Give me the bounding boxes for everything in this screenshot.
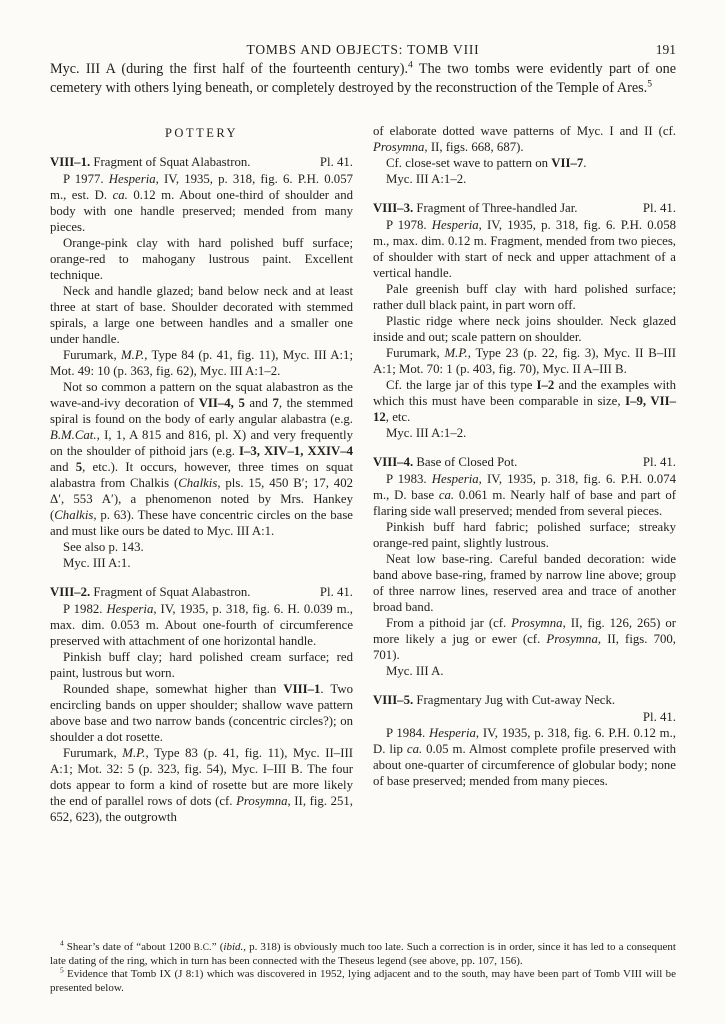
text-run: , etc.). It occurs, however, three times on squat alabastra from Chalkis ( [50, 460, 353, 490]
text-run: Fragment of Squat Alabastron. [90, 585, 251, 599]
text-run: , Type 83 (p. 41, fig. 11), Myc. II–III A:1; Mot. 32: 5 (p. 323, fig. 54), Myc. I–III B. The four dots appear to form a kind of rosette but are more likely the end of parallel rows of dots (cf. [50, 746, 353, 808]
text-run: , pls. 15, 450 B′; 17, 402 Δ′, 553 A′), a phenomenon noted by Mrs. Hankey ( [50, 476, 353, 522]
text-run: Myc. III A (during the first half of the fourteenth century). [50, 61, 409, 77]
text-run: , II, figs. 700, 701). [373, 632, 676, 662]
text-run: , IV, 1935, p. 318, fig. 6. P.H. 0.058 m., max. dim. 0.12 m. Fragment, mended from two pieces, of shoulder with start of neck and upper attachment of a vertical handle. [373, 218, 676, 280]
text-run: Hesperia [108, 172, 156, 186]
text-run: Rounded shape, somewhat higher than [63, 682, 284, 696]
text-run: I–3, XIV–1, XXIV–4 [238, 444, 353, 458]
text-run: and [50, 460, 76, 474]
text-run: 4 [408, 59, 413, 71]
footnotes [50, 938, 676, 996]
text-run: 0.061 m. Nearly half of base and part of flaring side wall preserved; mended from several pieces. [373, 488, 676, 518]
text-run: , I, 1, A 815 and 816, pl. X) and very frequently on the shoulder of pithoid jars (e.g. [50, 428, 353, 458]
text-run: 4 [60, 938, 64, 948]
text-run: VIII–1 [283, 682, 321, 696]
text-run: P 1983. [386, 472, 432, 486]
text-run: Hesperia [106, 602, 154, 616]
text-run: Myc. III A:1–2. [386, 426, 467, 440]
entry-title [373, 454, 676, 470]
text-run: 5 [647, 78, 653, 90]
entry-title [50, 154, 353, 170]
paragraph [373, 377, 676, 425]
text-run: of elaborate dotted wave patterns of Myc. I and II (cf. [373, 124, 676, 138]
plate-reference: Pl. 41. [642, 455, 676, 469]
text-run: ca. [438, 488, 455, 502]
text-run: Prosymna [236, 794, 288, 808]
text-run: and the examples with which this must have been comparable in size, [373, 378, 677, 408]
text-run: M.P. [121, 348, 145, 362]
text-run: Shear’s date of “about 1200 [63, 940, 194, 953]
text-run: , Type 84 (p. 41, fig. 11), Myc. III A:1; Mot. 49: 10 (p. 363, fig. 62), Myc. III A:1–2. [50, 348, 353, 378]
text-run: VIII–1. [50, 155, 91, 169]
paragraph [373, 725, 676, 789]
text-run: , etc. [385, 410, 411, 424]
paragraph [373, 551, 676, 615]
paragraph [50, 649, 353, 681]
paragraph [373, 281, 676, 313]
text-run: Furumark, [386, 346, 445, 360]
paragraph [50, 347, 353, 379]
page-number: 191 [655, 42, 676, 57]
text-run: From a pithoid jar (cf. [386, 616, 512, 630]
entry-title [373, 692, 676, 708]
text-run: The two tombs were evidently part of one cemetery with others lying beneath, or completely destroyed by the reconstruction of the Temple of Ares. [50, 61, 676, 96]
text-run: Myc. III A. [386, 664, 444, 678]
text-run: Hesperia [428, 726, 476, 740]
text-run: Myc. III A:1. [63, 556, 131, 570]
text-run: ibid. [223, 940, 244, 953]
text-run: P 1978. [386, 218, 432, 232]
text-run: Chalkis [178, 476, 218, 490]
paragraph [50, 965, 676, 996]
text-run: Prosymna [511, 616, 563, 630]
text-run: Orange-pink clay with hard polished buff surface; orange-red to mahogany lustrous paint. Excellent technique. [50, 236, 353, 282]
text-run: , II, fig. 126, 265) or more likely a jug or ewer (cf. [373, 616, 676, 646]
text-run: Cf. the large jar of this type [386, 378, 537, 392]
text-run: VII–7 [551, 156, 584, 170]
text-run: . [583, 156, 587, 170]
text-run: Plastic ridge where neck joins shoulder. Neck glazed inside and out; scale pattern on shoulder. [373, 314, 676, 344]
text-run: B.C. [193, 941, 212, 952]
paragraph [373, 155, 676, 171]
text-run: Neck and handle glazed; band below neck and at least three at start of base. Shoulder decorated with stemmed spirals, a large one between handles and a smaller one under handle. [50, 284, 353, 346]
text-run: , IV, 1935, p. 318, fig. 6. H. 0.039 m., max. dim. 0.053 m. About one-fourth of circumference preserved with attachment of one horizontal handle. [50, 602, 353, 648]
text-run: Prosymna [546, 632, 598, 646]
plate-reference: Pl. 41. [319, 155, 353, 169]
text-run: , IV, 1935, p. 318, fig. 6. P.H. 0.057 m., est. D. [50, 172, 353, 202]
paragraph [50, 601, 353, 649]
text-run: 0.12 m. About one-third of shoulder and body with one handle preserved; mended from many pieces. [50, 188, 353, 234]
plate-reference: Pl. 41. [642, 201, 676, 215]
text-run: ca. [406, 742, 423, 756]
text-run: 5 [75, 460, 83, 474]
paragraph [373, 313, 676, 345]
text-run: Not so common a pattern on the squat alabastron as the wave-and-ivy decoration of [50, 380, 353, 410]
text-run: Fragmentary Jug with Cut-away Neck. [413, 693, 616, 707]
section-heading: POTTERY [164, 126, 239, 140]
paragraph [50, 555, 353, 571]
text-run: 0.05 m. Almost complete profile preserved with about one-quarter of circumference of globular body; none of base preserved; mended from many pieces. [373, 742, 676, 788]
text-run: Base of Closed Pot. [413, 455, 518, 469]
text-run: VIII–3. [373, 201, 414, 215]
right-column [373, 123, 676, 825]
text-run: See also p. 143. [63, 540, 144, 554]
text-run: , p. 318) is obviously much too late. Such a correction is in order, since it has led to a consequent late dating of the ring, which in turn has been connected with the Theseus legend (see above, pp. 107, 156). [50, 940, 676, 967]
paragraph [50, 681, 353, 745]
entry-title [50, 584, 353, 600]
paragraph [373, 663, 676, 679]
text-run: M.P. [444, 346, 468, 360]
text-run: , IV, 1935, p. 318, fig. 6. P.H. 0.12 m., D. lip [373, 726, 676, 756]
text-run: P 1984. [386, 726, 429, 740]
text-run: Pale greenish buff clay with hard polished surface; rather dull black paint, in part worn off. [373, 282, 676, 312]
two-column-layout [50, 123, 676, 825]
text-run: ca. [112, 188, 128, 202]
running-head-title: TOMBS AND OBJECTS: TOMB VIII [246, 42, 480, 57]
text-run: Hesperia [431, 218, 479, 232]
text-run: Chalkis [54, 508, 94, 522]
text-run: P 1982. [63, 602, 107, 616]
text-run: 5 [60, 965, 64, 975]
paragraph [373, 519, 676, 551]
paragraph [50, 171, 353, 235]
text-run: VIII–5. [373, 693, 414, 707]
paragraph [373, 345, 676, 377]
text-run: , II, figs. 668, 687). [424, 140, 524, 154]
paragraph [373, 123, 676, 155]
text-run: B.M.Cat. [50, 428, 97, 442]
left-column [50, 123, 353, 825]
paragraph [373, 171, 676, 187]
text-run: Fragment of Squat Alabastron. [90, 155, 251, 169]
text-run: M.P. [122, 746, 146, 760]
paragraph [373, 471, 676, 519]
text-run: Neat low base-ring. Careful banded decoration: wide band above base-ring, framed by narrow line above; group of three narrow lines, reserved area and trace of another broad band. [373, 552, 676, 614]
entry-title [373, 200, 676, 216]
running-head-row [50, 42, 676, 60]
text-run: I–9, VII–12 [373, 394, 677, 424]
text-run: P 1977. [63, 172, 109, 186]
plate-reference: Pl. 41. [319, 585, 353, 599]
text-run: 7 [272, 396, 279, 410]
text-run: , IV, 1935, p. 318, fig. 6. P.H. 0.074 m., D. base [373, 472, 676, 502]
text-run: , p. 63). These have concentric circles on the base and must like ours be dated to Myc. III A:1. [50, 508, 353, 538]
paragraph [373, 217, 676, 281]
text-run: Furumark, [63, 746, 123, 760]
paragraph [50, 539, 353, 555]
text-run: , II, fig. 251, 652, 623), the outgrowth [50, 794, 353, 824]
paragraph [50, 745, 353, 825]
text-run: Furumark, [63, 348, 122, 362]
paragraph [373, 425, 676, 441]
text-run: Fragment of Three-handled Jar. [413, 201, 578, 215]
paragraph [50, 235, 353, 283]
text-run: Hesperia [431, 472, 479, 486]
paragraph [50, 283, 353, 347]
text-run: Pinkish buff clay; hard polished cream surface; red paint, lustrous but worn. [50, 650, 353, 680]
text-run: Evidence that Tomb IX (J 8:1) which was discovered in 1952, lying adjacent and to the south, may have been part of Tomb VIII will be presented below. [50, 968, 676, 995]
text-run: I–2 [536, 378, 555, 392]
text-run: and [244, 396, 273, 410]
text-run: Cf. close-set wave to pattern on [386, 156, 552, 170]
page-content [50, 42, 676, 825]
text-run: ” ( [211, 940, 224, 953]
paragraph [373, 615, 676, 663]
text-run: VIII–4. [373, 455, 414, 469]
intro-paragraph [50, 60, 676, 98]
text-run: , Type 23 (p. 22, fig. 3), Myc. II B–III A:1; Mot. 70: 1 (p. 403, fig. 70), Myc. II A–III B. [373, 346, 677, 376]
text-run: . Two encircling bands on upper shoulder; shallow wave pattern above base and two narrow bands (concentric circles?); on shoulder a dot rosette. [50, 682, 353, 744]
plate-reference: Pl. 41. [642, 710, 676, 724]
paragraph [50, 379, 353, 539]
text-run: VIII–2. [50, 585, 91, 599]
paragraph [50, 938, 676, 969]
text-run: Myc. III A:1–2. [386, 172, 467, 186]
text-run: , the stemmed spiral is found on the body of early angular alabastra (e.g. [50, 396, 353, 426]
text-run: VII–4, 5 [198, 396, 245, 410]
text-run: Prosymna [373, 140, 425, 154]
text-run: Pinkish buff hard fabric; polished surface; streaky orange-red paint, slightly lustrous. [373, 520, 676, 550]
